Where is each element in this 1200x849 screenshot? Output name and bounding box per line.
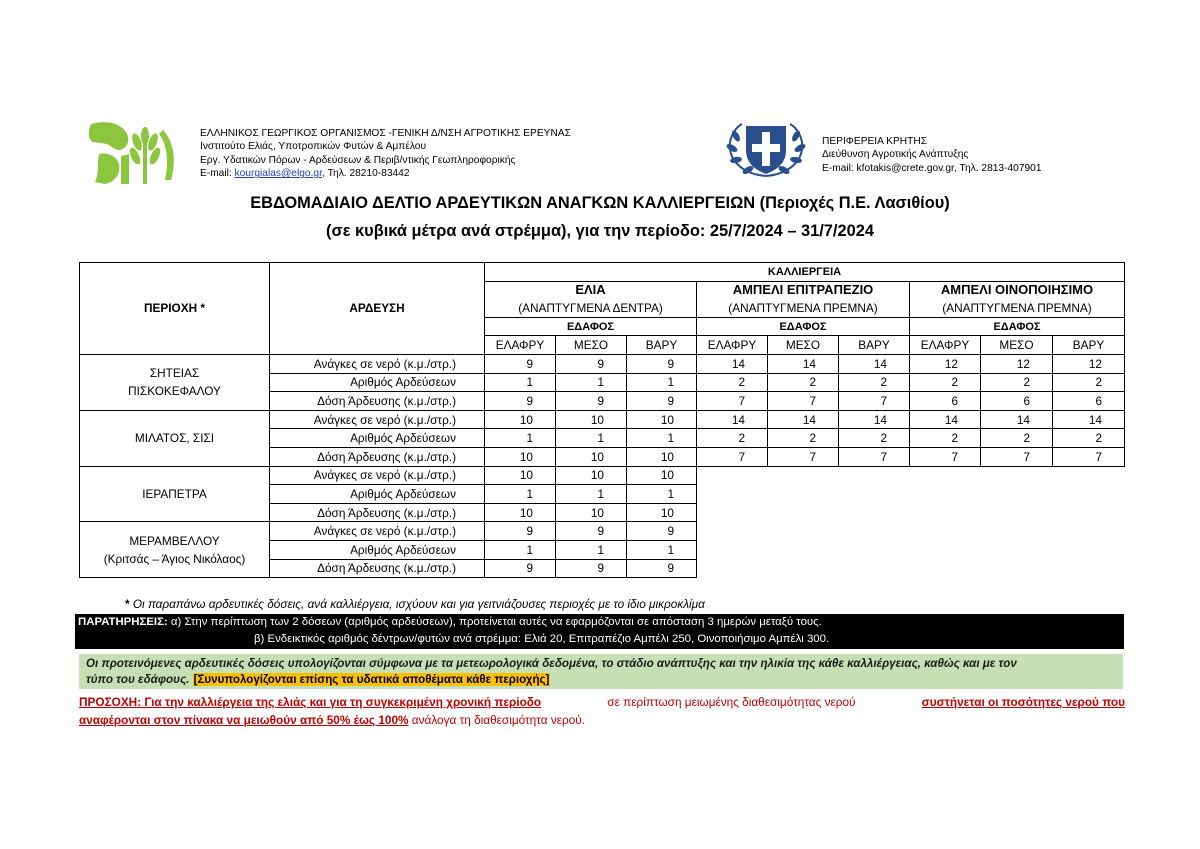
- region-name-cell: [80, 410, 270, 466]
- value-cell: 12: [910, 354, 981, 373]
- empty-cell: [697, 540, 768, 559]
- value-cell: 10: [556, 466, 627, 485]
- empty-cell: [768, 503, 839, 522]
- value-cell: 2: [1053, 429, 1125, 448]
- empty-cell: [981, 466, 1053, 485]
- remark-a: α) Στην περίπτωση των 2 δόσεων (αριθμός αρδεύσεων), προτείνεται αυτές να εφαρμόζονται σε απόσταση 3 ημερών μεταξύ τους.: [167, 616, 822, 628]
- value-cell: 1: [556, 429, 627, 448]
- table-row: [80, 410, 1125, 429]
- row-label: Δόση Άρδευσης (κ.μ./στρ.): [270, 503, 485, 522]
- value-cell: 2: [910, 373, 981, 392]
- col-header-irrigation: ΑΡΔΕΥΣΗ: [270, 263, 485, 355]
- value-cell: 14: [981, 410, 1053, 429]
- empty-cell: [768, 522, 839, 541]
- value-cell: 1: [485, 485, 556, 504]
- region-subname: ΠΙΣΚΟΚΕΦΑΛΟΥ: [128, 384, 221, 399]
- row-label: Αριθμός Αρδεύσεων: [270, 540, 485, 559]
- value-cell: 2: [839, 373, 910, 392]
- warning-line1: [79, 693, 1125, 711]
- value-cell: 1: [556, 373, 627, 392]
- col-header-region: ΠΕΡΙΟΧΗ *: [80, 263, 270, 355]
- value-cell: 2: [697, 373, 768, 392]
- value-cell: 7: [697, 392, 768, 411]
- warning-reduction-range: αναφέρονται στον πίνακα να μειωθούν από 50% έως 100%: [79, 713, 409, 727]
- empty-cell: [1053, 559, 1125, 578]
- value-cell: 7: [768, 447, 839, 466]
- calculation-note-box: [79, 654, 1123, 689]
- footnote-star: *: [125, 597, 130, 611]
- empty-cell: [768, 485, 839, 504]
- value-cell: 1: [485, 540, 556, 559]
- org-left-line2: Ινστιτούτο Ελιάς, Υποτροπικών Φυτών & Αμπέλου: [200, 141, 427, 153]
- org-right-block: [822, 135, 1042, 175]
- empty-cell: [981, 559, 1053, 578]
- empty-cell: [981, 540, 1053, 559]
- soil-type: ΜΕΣΟ: [556, 336, 627, 355]
- org-left-contact: [200, 167, 571, 180]
- value-cell: 9: [627, 354, 697, 373]
- remarks-box: [75, 614, 1124, 649]
- empty-cell: [981, 485, 1053, 504]
- value-cell: 10: [627, 447, 697, 466]
- table-body: [80, 263, 1125, 578]
- warning-line2: [79, 711, 1125, 729]
- row-label: Ανάγκες σε νερό (κ.μ./στρ.): [270, 410, 485, 429]
- empty-cell: [768, 559, 839, 578]
- table-row: [80, 354, 1125, 373]
- calculation-note-line2: [86, 673, 550, 686]
- value-cell: 1: [556, 540, 627, 559]
- region-name: ΣΗΤΕΙΑΣ: [149, 366, 200, 381]
- empty-cell: [981, 503, 1053, 522]
- empty-cell: [1053, 503, 1125, 522]
- value-cell: 7: [697, 447, 768, 466]
- empty-cell: [1053, 485, 1125, 504]
- org-right-line2: Διεύθυνση Αγροτικής Ανάπτυξης: [822, 149, 969, 161]
- value-cell: 1: [627, 540, 697, 559]
- soil-type: ΕΛΑΦΡΥ: [697, 336, 768, 355]
- value-cell: 14: [839, 354, 910, 373]
- empty-cell: [768, 540, 839, 559]
- warning-availability: ανάλογα τη διαθεσιμότητα νερού.: [408, 713, 585, 727]
- crop-name: ΕΛΙΑ: [485, 281, 697, 299]
- soil-type: ΒΑΡΥ: [1053, 336, 1125, 355]
- value-cell: 2: [910, 429, 981, 448]
- email-label: E-mail:: [200, 168, 235, 180]
- crop-name: ΑΜΠΕΛΙ ΕΠΙΤΡΑΠΕΖΙΟ: [697, 281, 910, 299]
- value-cell: 14: [768, 354, 839, 373]
- empty-cell: [697, 485, 768, 504]
- soil-type: ΒΑΡΥ: [627, 336, 697, 355]
- value-cell: 10: [556, 410, 627, 429]
- value-cell: 9: [556, 392, 627, 411]
- value-cell: 10: [485, 410, 556, 429]
- empty-cell: [839, 466, 910, 485]
- value-cell: 1: [556, 485, 627, 504]
- empty-cell: [839, 559, 910, 578]
- empty-cell: [981, 522, 1053, 541]
- region-subname: (Κριτσάς – Άγιος Νικόλαος): [103, 551, 246, 566]
- hellenic-emblem-icon: [722, 120, 810, 180]
- empty-cell: [697, 559, 768, 578]
- crop-subtitle: (ΑΝΑΠΤΥΓΜΕΝΑ ΔΕΝΤΡΑ): [485, 299, 697, 317]
- value-cell: 14: [697, 354, 768, 373]
- empty-cell: [1053, 540, 1125, 559]
- region-name: ΙΕΡΑΠΕΤΡΑ: [142, 486, 207, 501]
- document-subtitle: (σε κυβικά μέτρα ανά στρέμμα), για την περίοδο: 25/7/2024 – 31/7/2024: [326, 222, 874, 240]
- row-label: Ανάγκες σε νερό (κ.μ./στρ.): [270, 466, 485, 485]
- empty-cell: [839, 522, 910, 541]
- crop-subtitle: (ΑΝΑΠΤΥΓΜΕΝΑ ΠΡΕΜΝΑ): [910, 299, 1125, 317]
- empty-cell: [910, 522, 981, 541]
- table-row: [80, 466, 1125, 485]
- remark-b: β) Ενδεικτικός αριθμός δέντρων/φυτών ανά στρέμμα: Ελιά 20, Επιτραπέζιο Αμπέλι 250, Οινοποιήσιμο Αμπέλι 300.: [254, 633, 830, 645]
- value-cell: 2: [768, 429, 839, 448]
- crop-subtitle: (ΑΝΑΠΤΥΓΜΕΝΑ ΠΡΕΜΝΑ): [697, 299, 910, 317]
- value-cell: 2: [839, 429, 910, 448]
- region-name-cell: [80, 466, 270, 522]
- value-cell: 12: [1053, 354, 1125, 373]
- soil-type: ΕΛΑΦΡΥ: [485, 336, 556, 355]
- empty-cell: [910, 485, 981, 504]
- value-cell: 1: [485, 373, 556, 392]
- value-cell: 9: [485, 559, 556, 578]
- soil-type: ΒΑΡΥ: [839, 336, 910, 355]
- row-label: Αριθμός Αρδεύσεων: [270, 485, 485, 504]
- region-name-cell: [80, 354, 270, 410]
- org-left-block: [200, 127, 571, 181]
- calculation-note-prefix: τύπο του εδάφους.: [86, 673, 193, 686]
- value-cell: 7: [981, 447, 1053, 466]
- value-cell: 14: [768, 410, 839, 429]
- org-right-line3: E-mail: kfotakis@crete.gov.gr, Τηλ. 2813-407901: [822, 162, 1042, 174]
- value-cell: 7: [1053, 447, 1125, 466]
- value-cell: 2: [697, 429, 768, 448]
- soil-type: ΜΕΣΟ: [981, 336, 1053, 355]
- crops-header: ΚΑΛΛΙΕΡΓΕΙΑ: [485, 263, 1125, 282]
- value-cell: 14: [910, 410, 981, 429]
- empty-cell: [910, 559, 981, 578]
- value-cell: 10: [556, 503, 627, 522]
- value-cell: 9: [627, 392, 697, 411]
- org-right-line1: ΠΕΡΙΦΕΡΕΙΑ ΚΡΗΤΗΣ: [822, 136, 928, 147]
- soil-header: ΕΔΑΦΟΣ: [697, 317, 910, 336]
- value-cell: 2: [981, 429, 1053, 448]
- value-cell: 14: [839, 410, 910, 429]
- org-left-line1: ΕΛΛΗΝΙΚΟΣ ΓΕΩΡΓΙΚΟΣ ΟΡΓΑΝΙΣΜΟΣ -ΓΕΝΙΚΗ Δ/ΝΣΗ ΑΓΡΟΤΙΚΗΣ ΕΡΕΥΝΑΣ: [200, 128, 571, 139]
- value-cell: 10: [627, 410, 697, 429]
- value-cell: 10: [627, 466, 697, 485]
- elgo-logo-icon: [85, 120, 185, 186]
- region-name: ΜΕΡΑΜΒΕΛΛΟΥ: [129, 533, 220, 548]
- irrigation-table: [79, 262, 1125, 578]
- value-cell: 12: [981, 354, 1053, 373]
- empty-cell: [910, 503, 981, 522]
- value-cell: 9: [485, 354, 556, 373]
- empty-cell: [839, 540, 910, 559]
- value-cell: 6: [910, 392, 981, 411]
- empty-cell: [839, 503, 910, 522]
- empty-cell: [839, 485, 910, 504]
- empty-cell: [697, 522, 768, 541]
- value-cell: 10: [485, 447, 556, 466]
- document-title: ΕΒΔΟΜΑΔΙΑΙΟ ΔΕΛΤΙΟ ΑΡΔΕΥΤΙΚΩΝ ΑΝΑΓΚΩΝ ΚΑΛΛΙΕΡΓΕΙΩΝ (Περιοχές Π.Ε. Λασιθίου): [250, 194, 950, 212]
- remark-a-line: [78, 616, 822, 628]
- value-cell: 10: [627, 503, 697, 522]
- value-cell: 2: [981, 373, 1053, 392]
- value-cell: 9: [627, 522, 697, 541]
- region-name-cell: [80, 522, 270, 578]
- value-cell: 14: [697, 410, 768, 429]
- calculation-note-line1: Οι προτεινόμενες αρδευτικές δόσεις υπολογίζονται σύμφωνα με τα μετεωρολογικά δεδομένα, το στάδιο ανάπτυξης και την ηλικία της κάθε καλλιέργειας, καθώς και με τον: [86, 657, 1017, 670]
- value-cell: 7: [768, 392, 839, 411]
- value-cell: 9: [556, 354, 627, 373]
- soil-type: ΕΛΑΦΡΥ: [910, 336, 981, 355]
- warning-recommended: συστήνεται οι ποσότητες νερού που: [921, 695, 1125, 709]
- remarks-label: ΠΑΡΑΤΗΡΗΣΕΙΣ:: [78, 616, 168, 628]
- value-cell: 2: [1053, 373, 1125, 392]
- value-cell: 1: [627, 485, 697, 504]
- value-cell: 7: [839, 392, 910, 411]
- value-cell: 2: [768, 373, 839, 392]
- value-cell: 6: [1053, 392, 1125, 411]
- row-label: Δόση Άρδευσης (κ.μ./στρ.): [270, 559, 485, 578]
- value-cell: 10: [485, 503, 556, 522]
- table-row: [80, 522, 1125, 541]
- value-cell: 7: [910, 447, 981, 466]
- row-label: Αριθμός Αρδεύσεων: [270, 373, 485, 392]
- empty-cell: [768, 466, 839, 485]
- value-cell: 6: [981, 392, 1053, 411]
- region-name: ΜΙΛΑΤΟΣ, ΣΙΣΙ: [134, 431, 215, 446]
- value-cell: 9: [556, 559, 627, 578]
- email-link[interactable]: kourgialas@elgo.gr: [234, 168, 322, 180]
- row-label: Αριθμός Αρδεύσεων: [270, 429, 485, 448]
- crop-name: ΑΜΠΕΛΙ ΟΙΝΟΠΟΙΗΣΙΜΟ: [910, 281, 1125, 299]
- value-cell: 9: [485, 392, 556, 411]
- row-label: Ανάγκες σε νερό (κ.μ./στρ.): [270, 354, 485, 373]
- soil-header: ΕΔΑΦΟΣ: [485, 317, 697, 336]
- soil-type: ΜΕΣΟ: [768, 336, 839, 355]
- water-reserves-highlight: [Συνυπολογίζονται επίσης τα υδατικά αποθέματα κάθε περιοχής]: [193, 673, 550, 686]
- soil-header: ΕΔΑΦΟΣ: [910, 317, 1125, 336]
- footnote-text: Οι παραπάνω αρδευτικές δόσεις, ανά καλλιέργεια, ισχύουν και για γειτνιάζουσες περιοχές με το ίδιο μικροκλίμα: [129, 597, 705, 611]
- row-label: Δόση Άρδευσης (κ.μ./στρ.): [270, 447, 485, 466]
- warning-note: [79, 693, 1125, 729]
- value-cell: 1: [485, 429, 556, 448]
- value-cell: 7: [839, 447, 910, 466]
- value-cell: 1: [627, 429, 697, 448]
- value-cell: 9: [556, 522, 627, 541]
- empty-cell: [1053, 466, 1125, 485]
- empty-cell: [910, 466, 981, 485]
- row-label: Ανάγκες σε νερό (κ.μ./στρ.): [270, 522, 485, 541]
- empty-cell: [910, 540, 981, 559]
- value-cell: 9: [627, 559, 697, 578]
- table-header-row-1: [80, 263, 1125, 282]
- footnote: [125, 597, 705, 611]
- empty-cell: [697, 466, 768, 485]
- value-cell: 10: [485, 466, 556, 485]
- empty-cell: [697, 503, 768, 522]
- value-cell: 1: [627, 373, 697, 392]
- phone-text: , Τηλ. 28210-83442: [321, 168, 410, 180]
- value-cell: 10: [556, 447, 627, 466]
- warning-olive-period: ΠΡΟΣΟΧΗ: Για την καλλιέργεια της ελιάς και για τη συγκεκριμένη χρονική περίοδο: [79, 695, 542, 709]
- empty-cell: [1053, 522, 1125, 541]
- value-cell: 14: [1053, 410, 1125, 429]
- value-cell: 9: [485, 522, 556, 541]
- warning-reduced-water: σε περίπτωση μειωμένης διαθεσιμότητας νερού: [607, 695, 856, 709]
- row-label: Δόση Άρδευσης (κ.μ./στρ.): [270, 392, 485, 411]
- org-left-line3: Εργ. Υδατικών Πόρων - Αρδεύσεων & Περιβ/ντικής Γεωπληροφορικής: [200, 154, 516, 166]
